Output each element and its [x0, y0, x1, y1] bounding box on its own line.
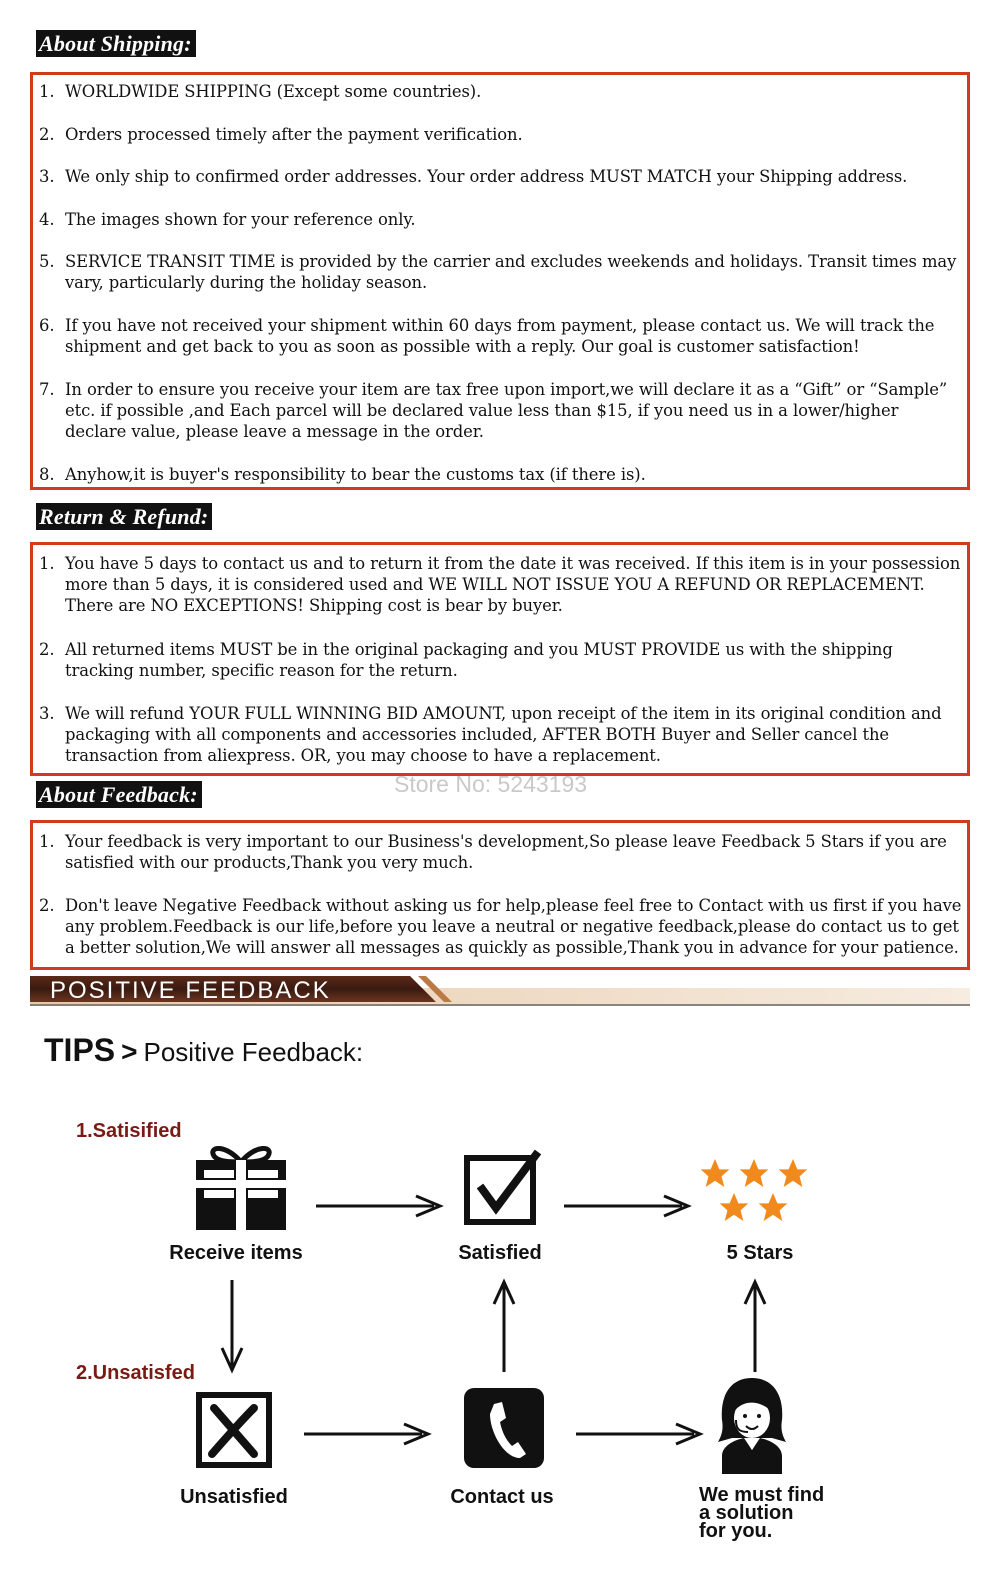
- shipping-item-6: [39, 315, 963, 357]
- item-text: Your feedback is very important to our Business's development,So please leave Feedback 5 Stars if you are satisfied with our products,Thank you very much.: [65, 832, 947, 872]
- item-text: The images shown for your reference only.: [65, 210, 416, 229]
- refund-item-2: [39, 639, 963, 681]
- x-box-icon: [196, 1392, 272, 1468]
- refund-title: Return & Refund:: [36, 503, 212, 530]
- five-stars-label: 5 Stars: [726, 1242, 794, 1264]
- shipping-item-2: [39, 124, 963, 145]
- tips-label: TIPS: [44, 1032, 116, 1068]
- item-text: WORLDWIDE SHIPPING (Except some countries).: [65, 82, 482, 101]
- refund-item-3: [39, 703, 963, 766]
- store-number-watermark: Store No: 5243193: [394, 771, 588, 797]
- step-satisfied-label: 1.Satisified: [76, 1120, 182, 1142]
- item-number: 2.: [39, 640, 55, 659]
- phone-icon: [464, 1388, 544, 1468]
- tips-subtitle: Positive Feedback:: [143, 1037, 364, 1067]
- item-text: We only ship to confirmed order addresses. Your order address MUST MATCH your Shipping address.: [65, 167, 908, 186]
- feedback-item-1: [39, 831, 963, 873]
- checkbox-check-icon: [464, 1150, 542, 1226]
- item-number: 1.: [39, 832, 55, 851]
- item-text: Anyhow,it is buyer's responsibility to bear the customs tax (if there is).: [65, 465, 646, 484]
- item-number: 2.: [39, 125, 55, 144]
- refund-box: [30, 542, 970, 776]
- item-number: 8.: [39, 465, 55, 484]
- arrow-up-icon: [492, 1280, 516, 1372]
- refund-item-1: [39, 553, 963, 616]
- shipping-item-5: [39, 251, 963, 293]
- item-text: Don't leave Negative Feedback without asking us for help,please feel free to Contact with us first if you have any problem.Feedback is our life,before you leave a neutral or negative feedback,please do contact us to get a better solution,We will answer all messages as quickly as possible,Thank you in advance for your patience.: [65, 896, 962, 957]
- item-number: 4.: [39, 210, 55, 229]
- tips-heading: [44, 1032, 363, 1069]
- shipping-title: About Shipping:: [36, 30, 196, 57]
- solution-label: We must find a solution for you.: [699, 1484, 825, 1542]
- item-number: 7.: [39, 380, 55, 399]
- item-text: In order to ensure you receive your item are tax free upon import,we will declare it as a “Gift” or “Sample” etc. if possible ,and Each parcel will be declared value less than $15, if you need us in a lower/higher declare value, please leave a message in the order.: [65, 380, 948, 441]
- five-stars-icon: [698, 1156, 810, 1228]
- shipping-item-8: [39, 464, 963, 485]
- item-number: 5.: [39, 252, 55, 271]
- item-text: You have 5 days to contact us and to return it from the date it was received. If this item is in your possession more than 5 days, it is considered used and WE WILL NOT ISSUE YOU A REFUND OR REPLACEMENT. There are NO EXCEPTIONS! Shipping cost is bear by buyer.: [65, 554, 961, 615]
- feedback-box: [30, 820, 970, 970]
- item-number: 2.: [39, 896, 55, 915]
- item-number: 3.: [39, 704, 55, 723]
- satisfied-label: Satisfied: [458, 1242, 542, 1264]
- receive-items-label: Receive items: [169, 1242, 303, 1264]
- feedback-title: About Feedback:: [36, 781, 202, 808]
- item-number: 6.: [39, 316, 55, 335]
- item-text: SERVICE TRANSIT TIME is provided by the carrier and excludes weekends and holidays. Transit times may vary, particularly during the holiday season.: [65, 252, 957, 292]
- step-unsatisfied-label: 2.Unsatisfed: [76, 1362, 195, 1384]
- shipping-item-1: [39, 81, 963, 102]
- item-text: All returned items MUST be in the original packaging and you MUST PROVIDE us with the shipping tracking number, specific reason for the return.: [65, 640, 893, 680]
- shipping-item-7: [39, 379, 963, 442]
- shipping-item-4: [39, 209, 963, 230]
- arrow-right-icon: [304, 1422, 430, 1446]
- item-text: If you have not received your shipment within 60 days from payment, please contact us. We will track the shipment and get back to you as soon as possible with a reply. Our goal is customer satisfaction!: [65, 316, 935, 356]
- contact-us-label: Contact us: [450, 1486, 554, 1508]
- arrow-up-icon: [743, 1280, 767, 1372]
- positive-feedback-banner-text: POSITIVE FEEDBACK: [50, 977, 331, 1004]
- item-number: 3.: [39, 167, 55, 186]
- arrow-down-icon: [220, 1280, 244, 1372]
- item-text: We will refund YOUR FULL WINNING BID AMOUNT, upon receipt of the item in its original condition and packaging with all components and accessories included, AFTER BOTH Buyer and Seller cancel the transaction from aliexpress. OR, you may choose to have a replacement.: [65, 704, 942, 765]
- arrow-right-icon: [576, 1422, 702, 1446]
- gift-icon: [196, 1142, 286, 1230]
- arrow-right-icon: [564, 1194, 690, 1218]
- shipping-item-3: [39, 166, 963, 187]
- tips-arrow: >: [121, 1036, 138, 1067]
- support-agent-icon: [716, 1376, 788, 1474]
- item-text: Orders processed timely after the payment verification.: [65, 125, 523, 144]
- item-number: 1.: [39, 554, 55, 573]
- arrow-right-icon: [316, 1194, 442, 1218]
- unsatisfied-label: Unsatisfied: [180, 1486, 288, 1508]
- shipping-box: [30, 72, 970, 490]
- feedback-item-2: [39, 895, 963, 958]
- item-number: 1.: [39, 82, 55, 101]
